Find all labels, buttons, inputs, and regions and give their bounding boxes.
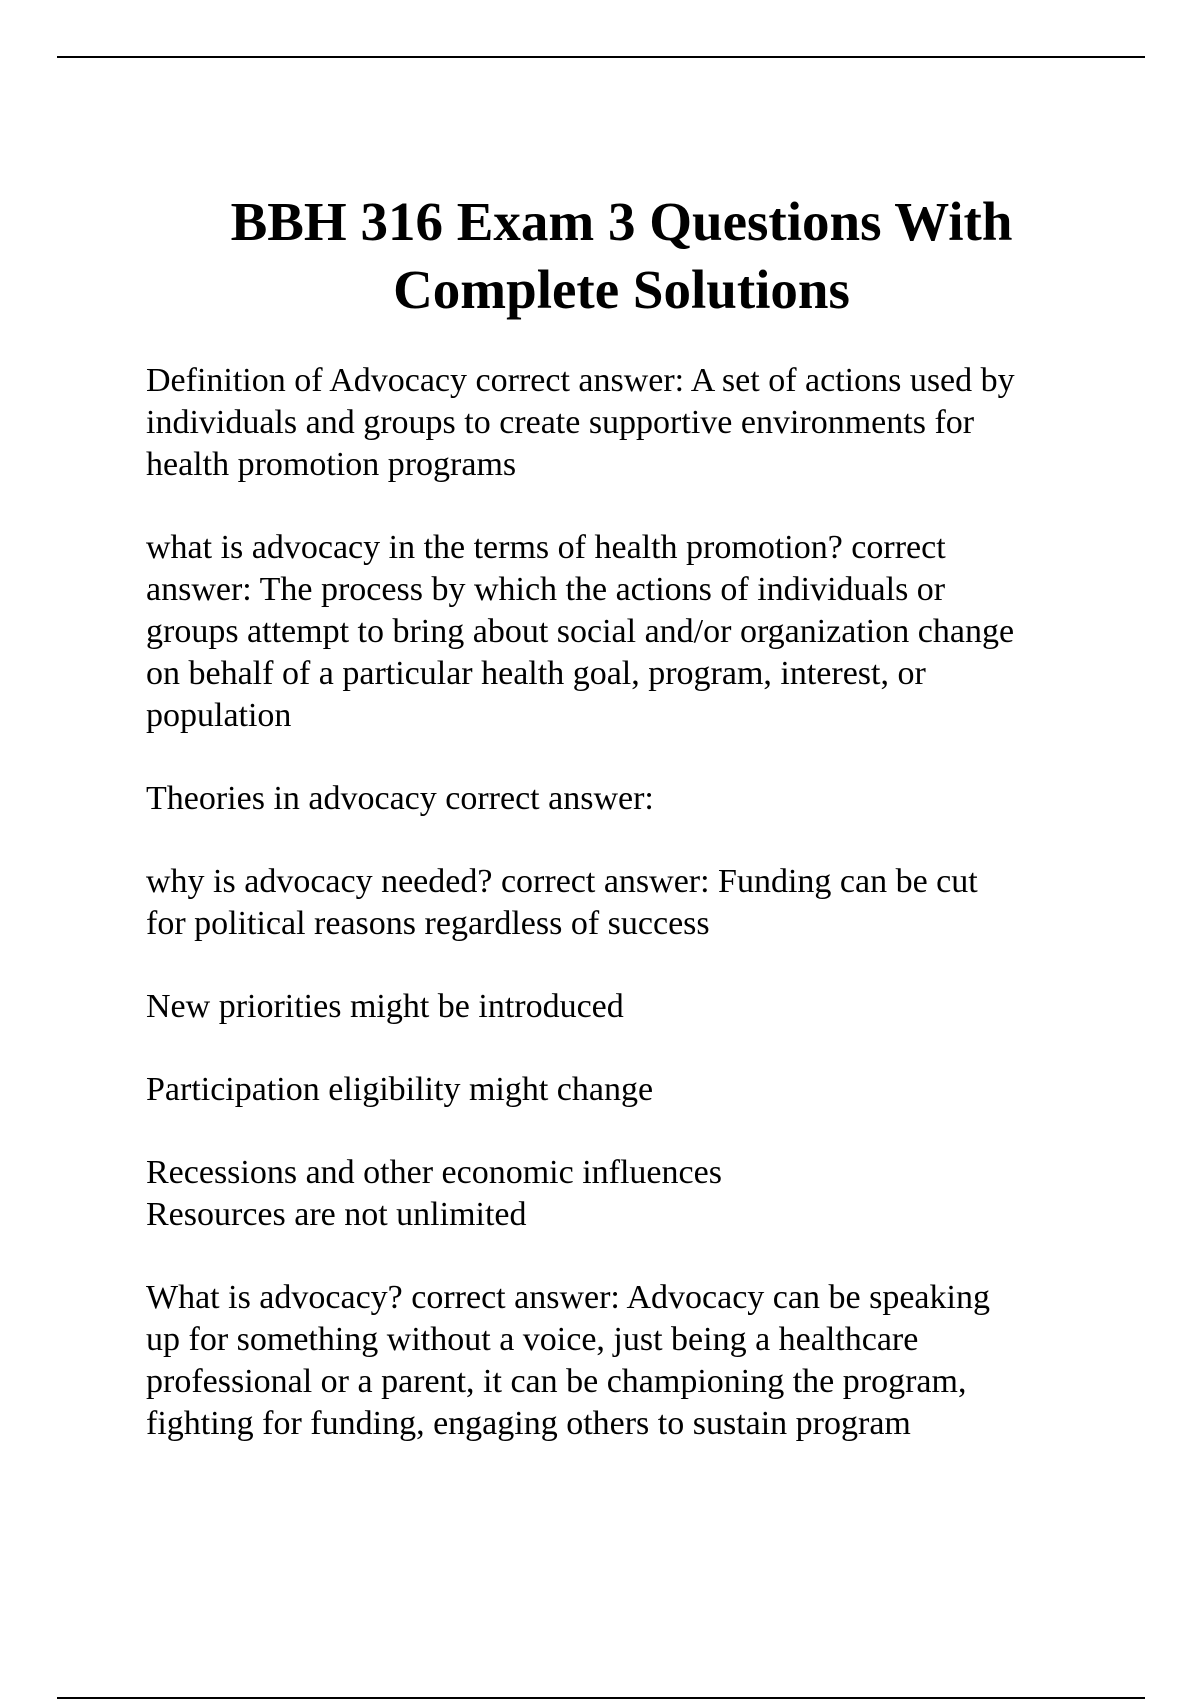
paragraph-theories-in-advocacy: Theories in advocacy correct answer: xyxy=(146,780,654,817)
paragraph-recessions-resources: Recessions and other economic influences Resources are not unlimited xyxy=(146,1154,722,1233)
document-body xyxy=(146,360,1116,1445)
paragraph-advocacy-health-promotion: what is advocacy in the terms of health promotion? correct answer: The process by which the actions of individuals or groups attempt to bring about social and/or organization change on behalf of a particular health goal, program, interest, or population xyxy=(146,529,1015,734)
paragraph-new-priorities: New priorities might be introduced xyxy=(146,988,624,1025)
page-title: BBH 316 Exam 3 Questions With Complete Solutions xyxy=(230,191,1013,320)
paragraph-participation-eligibility: Participation eligibility might change xyxy=(146,1071,654,1108)
paragraph-why-advocacy-needed: why is advocacy needed? correct answer: Funding can be cut for political reasons regardless of success xyxy=(146,863,978,942)
top-rule xyxy=(57,56,1145,58)
paragraph-definition-of-advocacy: Definition of Advocacy correct answer: A set of actions used by individuals and groups to create supportive environments for health promotion programs xyxy=(146,362,1015,483)
paragraph-what-is-advocacy: What is advocacy? correct answer: Advocacy can be speaking up for something without a voice, just being a healthcare professional or a parent, it can be championing the program, fighting for funding, engaging others to sustain program xyxy=(146,1279,990,1442)
bottom-rule xyxy=(57,1697,1145,1699)
